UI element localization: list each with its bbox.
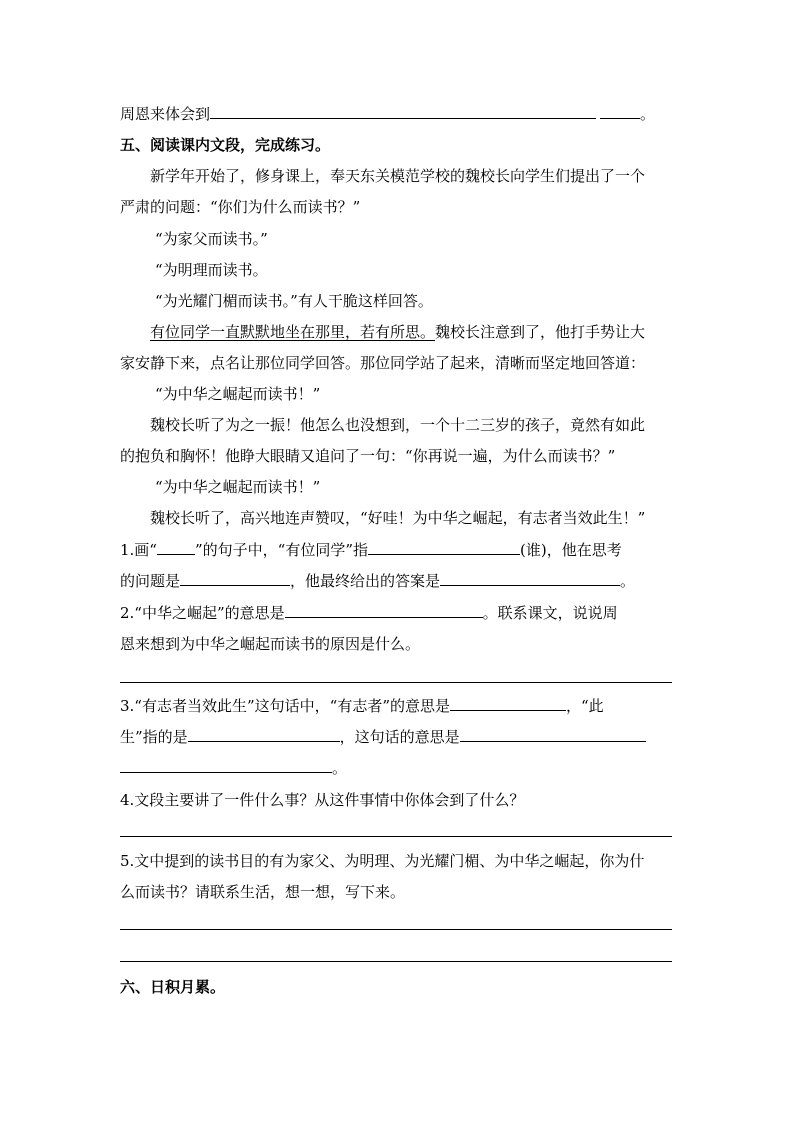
question-text: 。: [620, 572, 636, 590]
section-5-heading: 五、阅读课内文段，完成练习。: [120, 136, 331, 154]
fill-line-top: [120, 104, 655, 124]
answer-blank[interactable]: [188, 727, 340, 742]
question-2-line: 恩来想到为中华之崛起而读书的原因是什么。: [120, 635, 421, 653]
passage-line: 魏校长听了为之一振！他怎么也没想到，一个十二三岁的孩子，竟然有如此: [150, 416, 646, 434]
question-text: ，“此: [566, 697, 604, 715]
answer-blank[interactable]: [285, 603, 483, 618]
question-text: 生”指的是: [120, 728, 188, 746]
passage-line: 的抱负和胸怀！他睁大眼睛又追问了一句：“你再说一遍，为什么而读书？”: [120, 447, 616, 465]
answer-blank[interactable]: [180, 571, 290, 586]
passage-quote: “为家父而读书。”: [155, 230, 268, 248]
answer-blank[interactable]: [120, 758, 332, 773]
answer-line[interactable]: [120, 836, 672, 837]
line-prefix: 周恩来体会到: [120, 105, 211, 123]
passage-text: 魏校长注意到了，他打手势让大: [435, 323, 646, 341]
answer-blank[interactable]: [600, 104, 640, 119]
underlined-sentence: 有位同学一直默默地坐在那里，若有所思。: [150, 323, 436, 341]
question-text: ”的句子中，“有位同学”指: [194, 541, 368, 559]
question-text: 。联系课文，说说周: [482, 604, 618, 622]
answer-blank[interactable]: [450, 696, 566, 711]
question-3-line: [120, 758, 347, 778]
answer-blank[interactable]: [460, 727, 646, 742]
answer-blank[interactable]: [368, 540, 520, 555]
question-text: (谁)，他在思考: [520, 541, 622, 559]
question-text: 2.“中华之崛起”的意思是: [120, 604, 285, 622]
question-1-line: [120, 571, 635, 591]
question-text: 3.“有志者当效此生”这句话中，“有志者”的意思是: [120, 697, 450, 715]
passage-quote: “为光耀门楣而读书。”有人干脆这样回答。: [155, 292, 433, 310]
question-3-line: [120, 727, 646, 747]
answer-blank[interactable]: [157, 540, 195, 555]
passage-line: 家安静下来，点名让那位同学回答。那位同学站了起来，清晰而坚定地回答道：: [120, 354, 646, 372]
answer-line[interactable]: [120, 961, 672, 962]
question-text: 1.画“: [120, 541, 157, 559]
passage-line: 新学年开始了，修身课上，奉天东关模范学校的魏校长向学生们提出了一个: [150, 167, 646, 185]
section-6-heading: 六、日积月累。: [120, 978, 226, 996]
answer-line[interactable]: [120, 929, 672, 930]
question-5-line: 5.文中提到的读书目的有为家父、为明理、为光耀门楣、为中华之崛起，你为什: [120, 852, 645, 870]
question-4-line: 4.文段主要讲了一件什么事？从这件事情中你体会到了什么？: [120, 791, 525, 809]
passage-quote: “为明理而读书。: [155, 261, 268, 279]
passage-line: [150, 322, 645, 342]
question-5-line: 么而读书？请联系生活，想一想，写下来。: [120, 883, 406, 901]
passage-line: 魏校长听了，高兴地连声赞叹，“好哇！为中华之崛起，有志者当效此生！”: [150, 509, 646, 527]
question-text: 。: [332, 759, 348, 777]
question-3-line: [120, 696, 604, 716]
passage-line: 严肃的问题：“你们为什么而读书？”: [120, 198, 361, 216]
answer-blank[interactable]: [210, 104, 596, 119]
line-end: 。: [640, 105, 656, 123]
answer-blank[interactable]: [440, 571, 620, 586]
passage-quote: “为中华之崛起而读书！”: [155, 478, 321, 496]
question-text: 的问题是: [120, 572, 181, 590]
passage-quote: “为中华之崛起而读书！”: [155, 385, 321, 403]
question-text: ，这句话的意思是: [339, 728, 460, 746]
answer-line[interactable]: [120, 682, 672, 683]
question-1-line: [120, 540, 622, 560]
question-text: ，他最终给出的答案是: [290, 572, 441, 590]
question-2-line: [120, 603, 618, 623]
